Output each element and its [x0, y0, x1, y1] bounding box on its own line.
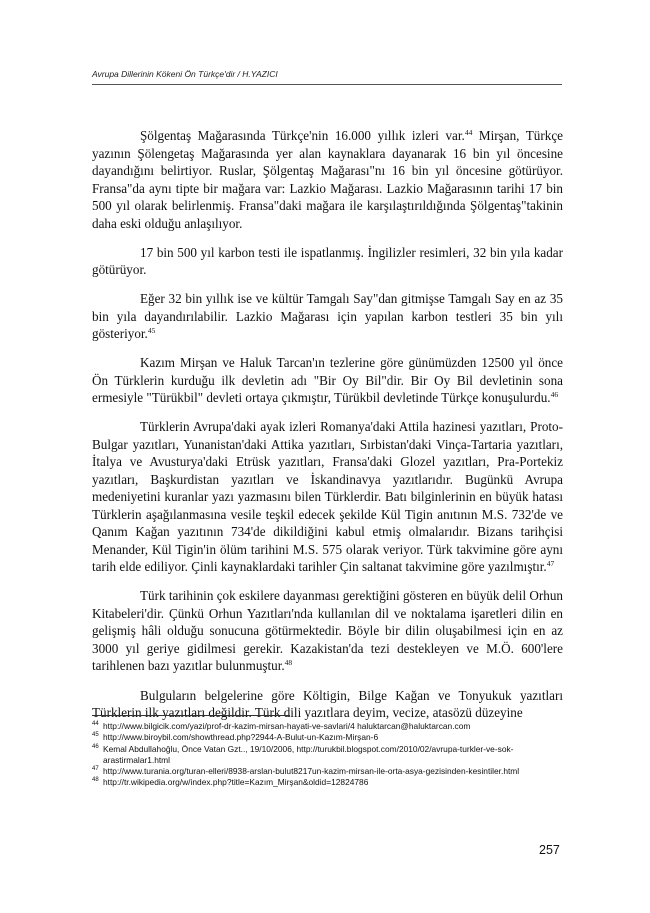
paragraph-5-text: Türklerin Avrupa'daki ayak izleri Romanya'daki Attila hazinesi yazıtları, Proto-Bulgar yazıtları, Yunanistan'daki Attika yazıtları, Sırbistan'daki Vinça-Tartaria yazıtları, İtalya ve Avusturya'daki Etrüsk yazıtları, Fransa'daki Glozel yazıtları, Pra-Portekiz yazıtları, Başkurdistan yazıtları ve İskandinavya yazıtlarıdır. Bugünkü Avrupa medeniyetini kuranlar yazı yazmasını bilen Türklerdir. Batı bilginlerinin en büyük hatası Türklerin aşağılanmasına vesile teşkil edecek şekilde Kül Tigin anıtının M.S. 732'de ve Qanım Kağan yazıtının 734'de dikildiğini kabul etmiş olmalarıdır. Bizans tarihçisi Menander, Kül Tigin'in ölüm tarihini M.S. 575 olarak veriyor. Türk takvimine göre aynı tarih elde ediliyor. Çinli kaynaklardaki tarihler Çin saltanat takvimine göre yazılmıştır. — [92, 419, 563, 575]
footnote-ref-47[interactable]: 47 — [546, 559, 555, 569]
footnote-ref-45[interactable]: 45 — [147, 326, 156, 336]
footnote-text[interactable]: Kemal Abdullahoğlu, Önce Vatan Gzt.., 19/10/2006, http://turukbil.blogspot.com/2010/02/avrupa-turkler-ve-sok-arastirmalar1.html — [103, 743, 514, 765]
footnote-ref-48[interactable]: 48 — [284, 658, 293, 668]
paragraph-2 — [92, 244, 563, 279]
footnote-number: 45 — [92, 732, 99, 739]
footnote-47 — [92, 766, 570, 777]
paragraph-4-text: Kazım Mirşan ve Haluk Tarcan'ın tezlerine göre günümüzden 12500 yıl önce Ön Türklerin kurduğu ilk devletin adı "Bir Oy Bil"dir. Bir Oy Bil devletinin sona ermesiyle "Türükbil" devleti ortaya çıkmıştır, Türükbil devletinde Türkçe konuşulurdu. — [92, 355, 563, 406]
paragraph-1 — [92, 127, 563, 232]
body-text — [92, 127, 563, 733]
paragraph-2-text: 17 bin 500 yıl karbon testi ile ispatlanmış. İngilizler resimleri, 32 bin yıla kadar götürüyor. — [92, 244, 563, 278]
footnote-44 — [92, 721, 570, 732]
footnote-46 — [92, 744, 570, 767]
paragraph-3-text: Eğer 32 bin yıllık ise ve kültür Tamgalı Say"dan gitmişse Tamgalı Say en az 35 bin yıla dayandırılabilir. Lazkio Mağarası için yapılan karbon testleri 35 bin yılı gösteriyor. — [92, 291, 563, 342]
footnote-number: 44 — [92, 721, 99, 727]
paragraph-1-text-a: Şölgentaş Mağarasında Türkçe'nin 16.000 yıllık izleri var. — [140, 128, 465, 143]
footnote-text[interactable]: http://tr.wikipedia.org/w/index.php?title=Kazım_Mirşan&oldid=12824786 — [103, 777, 369, 788]
footnote-ref-44[interactable]: 44 — [464, 128, 473, 137]
paragraph-1-text-b: Mirşan, Türkçe yazının Şölengetaş Mağarasında yer alan kaynaklara dayanarak 16 bin yıl öncesine dayandığını belirtiyor. Ruslar, Şölgentaş Mağarası"nı 16 bin yıl öncesine götürüyor. Fransa"da aynı tipte bir mağara var: Lazkio Mağarası. Lazkio Mağarasının tarihi 17 bin 500 yıl olarak belirlenmiş. Fransa"daki mağara ile karşılaştırıldığında Şölgentaş"takinin daha eski olduğu anlaşılıyor. — [92, 128, 563, 231]
footnote-text[interactable]: http://www.bilgicik.com/yazi/prof-dr-kazim-mirsan-hayati-ve-savlari/4 haluktarcan@haluktarcan.com — [103, 721, 471, 731]
header-rule — [92, 84, 562, 85]
paragraph-5 — [92, 418, 563, 576]
footnote-48 — [92, 777, 570, 788]
footnote-text[interactable]: http://www.turania.org/turan-elleri/8938-arslan-bulut8217un-kazim-mirsan-ile-orta-asya-gezisinden-kesintiler.html — [103, 766, 520, 777]
paragraph-4 — [92, 354, 563, 407]
footnote-text[interactable]: http://www.biroybil.com/showthread.php?2944-A-Bulut-un-Kazım-Mirşan-6 — [103, 732, 379, 743]
footnotes — [92, 721, 570, 789]
paragraph-6 — [92, 587, 563, 675]
paragraph-7-text: Bulguların belgelerine göre Költigin, Bilge Kağan ve Tonyukuk yazıtları Türklerin ilk yazıtları değildir. Türk dili yazıtlara deyim, vecize, atasözü düzeyine — [92, 687, 563, 721]
footnote-number: 46 — [92, 743, 99, 750]
page-number: 257 — [539, 843, 560, 857]
footnote-ref-46[interactable]: 46 — [550, 390, 559, 400]
paragraph-3 — [92, 290, 563, 343]
paragraph-6-text: Türk tarihinin çok eskilere dayanması gerektiğini gösteren en büyük delil Orhun Kitabeleri'dir. Çünkü Orhun Yazıtları'nda kullanılan dil ve noktalama işaretleri dilin en gelişmiş hâli olduğu sonucuna götürmektedir. Böyle bir dilin oluşabilmesi için en az 3000 yıl geriye gidilmesi gerekir. Kazakistan'da tezi destekleyen ve M.Ö. 600'lere tarihlenen bazı yazıtlar bulunmuştur. — [92, 588, 563, 674]
footnote-45 — [92, 732, 570, 743]
paragraph-7 — [92, 687, 563, 722]
footnote-rule — [92, 715, 290, 716]
running-header: Avrupa Dillerinin Kökeni Ön Türkçe'dir / H.YAZICI — [92, 69, 278, 79]
footnote-number: 48 — [92, 777, 99, 784]
footnote-number: 47 — [92, 766, 99, 773]
